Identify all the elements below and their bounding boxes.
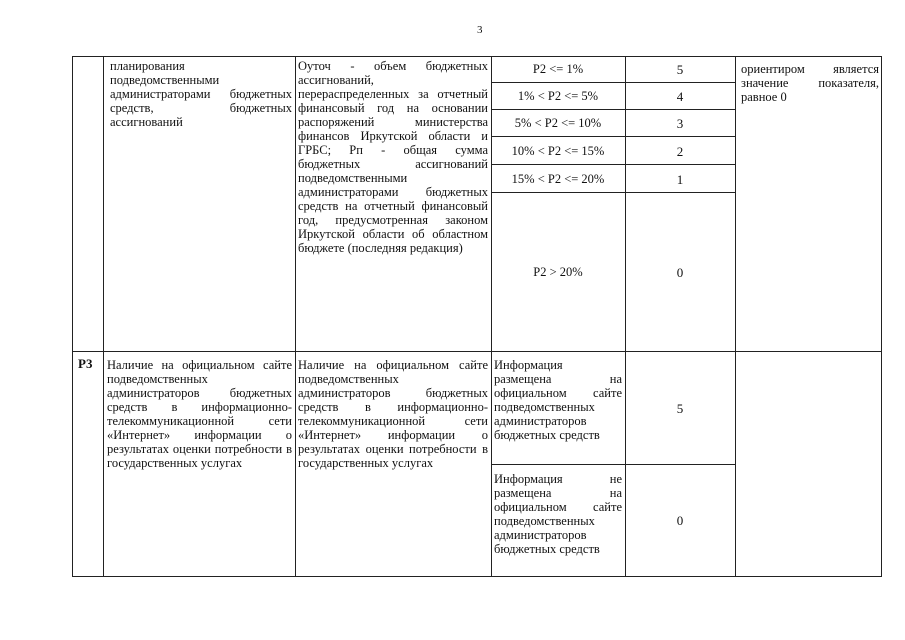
indicator-formula: Оуточ - объем бюджетных ассигнований, перераспределенных за отчетный финансовый год на основании распоряжений министерства финансов Иркутской области и ГРБС; Рп - общая сумма бюджетных ассигнований подведомственными администраторами бюджетных средств на отчетный финансовый год, предусмотренная законом Иркутской области об областном бюджете (последняя редакция) [298, 59, 488, 255]
table-border [72, 576, 882, 577]
table-border [735, 56, 736, 576]
table-border [72, 56, 73, 576]
score: 5 [676, 62, 684, 77]
indicator-name: планирования подведомственными администраторами бюджетных средств, бюджетных ассигнований [110, 59, 292, 129]
criterion: Информация размещена на официальном сайте подведомственных администраторов бюджетных средств [494, 358, 622, 442]
score: 2 [676, 144, 684, 159]
table-border [881, 56, 882, 576]
score: 0 [676, 513, 684, 528]
table-border [491, 56, 492, 576]
table-border [103, 56, 104, 576]
table-border [491, 136, 735, 137]
score: 4 [676, 89, 684, 104]
table-border [295, 56, 296, 576]
table-border [491, 164, 735, 165]
criterion: Информация не размещена на официальном сайте подведомственных администраторов бюджетных средств [494, 472, 622, 556]
note: ориентиром является значение показателя, равное 0 [741, 62, 879, 104]
score: 0 [676, 265, 684, 280]
table-border [491, 464, 735, 465]
table-border [491, 109, 735, 110]
page-number: 3 [477, 24, 483, 36]
table-border [72, 56, 882, 57]
criterion: 5% < P2 <= 10% [514, 116, 602, 130]
table-border [491, 192, 735, 193]
table-border [491, 82, 735, 83]
table-border [625, 56, 626, 576]
indicator-code: P3 [78, 356, 93, 371]
indicator-name: Наличие на официальном сайте подведомственных администраторов бюджетных средств в информационно-телекоммуникационной сети «Интернет» информации о результатах оценки потребности в государственных услугах [107, 358, 292, 470]
criterion: 10% < P2 <= 15% [511, 144, 605, 158]
score: 1 [676, 172, 684, 187]
criterion: P2 <= 1% [532, 62, 584, 76]
indicator-formula: Наличие на официальном сайте подведомственных администраторов бюджетных средств в информационно-телекоммуникационной сети «Интернет» информации о результатах оценки потребности в государственных услугах [298, 358, 488, 470]
criterion: 15% < P2 <= 20% [511, 172, 605, 186]
score: 5 [676, 401, 684, 416]
criterion: 1% < P2 <= 5% [517, 89, 599, 103]
score: 3 [676, 116, 684, 131]
criterion: P2 > 20% [533, 265, 583, 279]
table-border [72, 351, 882, 352]
